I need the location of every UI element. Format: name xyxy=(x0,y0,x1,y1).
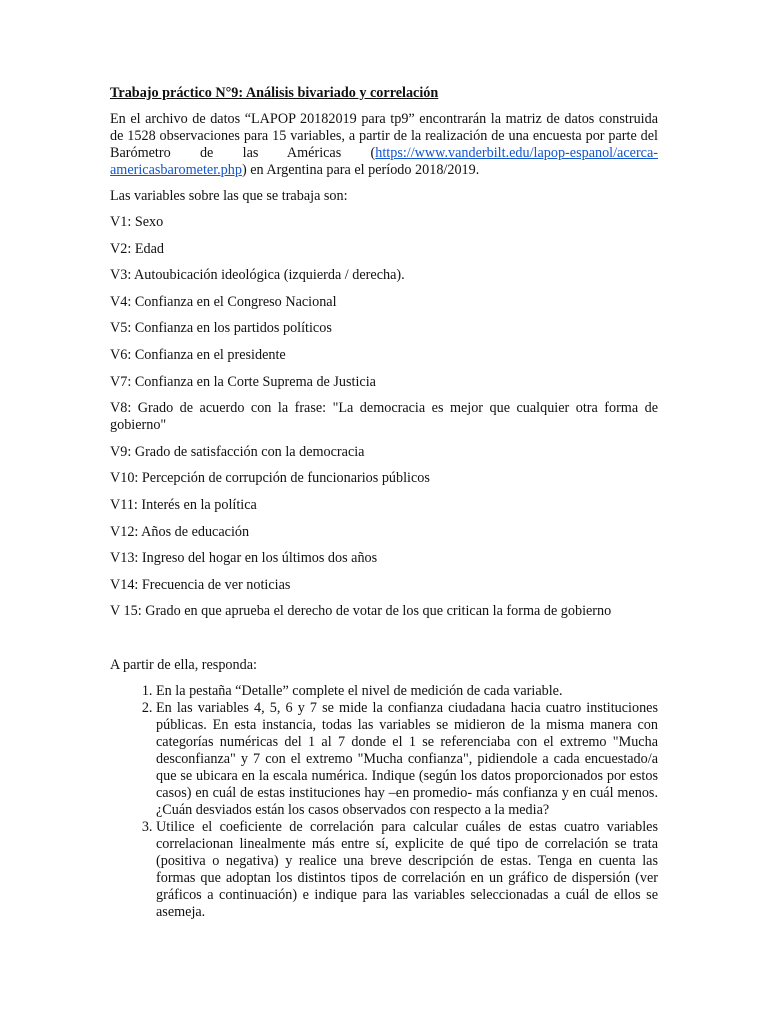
variable-item: V9: Grado de satisfacción con la democracia xyxy=(110,443,365,460)
intro-paragraph xyxy=(110,111,658,179)
variable-item: V7: Confianza en la Corte Suprema de Justicia xyxy=(110,373,376,390)
question-item: 1. En la pestaña “Detalle” complete el nivel de medición de cada variable. xyxy=(156,683,658,700)
intro-text-after-link: ) en Argentina para el período 2018/2019. xyxy=(241,162,480,178)
variable-item: V10: Percepción de corrupción de funcionarios públicos xyxy=(110,470,430,487)
document-body xyxy=(110,85,658,921)
lapop-link[interactable]: https://www.vanderbilt.edu/lapop-espanol/acerca-americasbarometer.php xyxy=(110,145,658,178)
variable-item: V8: Grado de acuerdo con la frase: "La democracia es mejor que cualquier otra forma de gobierno" xyxy=(110,400,658,434)
spacer xyxy=(110,630,658,657)
variable-item: V3: Autoubicación ideológica (izquierda / derecha). xyxy=(110,267,405,284)
question-item: 2. En las variables 4, 5, 6 y 7 se mide la confianza ciudadana hacia cuatro instituciones públicas. En esta instancia, todas las variables se midieron de la misma manera con categorías numéricas del 1 al 7 donde el 1 se referenciaba con el extremo "Mucha desconfianza" y 7 con el extremo "Mucha confianza", pidiendole a cada encuestado/a que se ubicara en la escala numérica. Indique (según los datos proporcionados por estos casos) en cuál de estas instituciones hay –en promedio- más confianza y en cuál menos. ¿Cuán desviados están los casos observados con respecto a la media? xyxy=(156,700,658,819)
document-title: Trabajo práctico N°9: Análisis bivariado y correlación xyxy=(110,85,439,101)
variable-item: V14: Frecuencia de ver noticias xyxy=(110,576,291,593)
variable-item: V2: Edad xyxy=(110,240,164,257)
variables-heading: Las variables sobre las que se trabaja son: xyxy=(110,188,348,204)
variable-item: V 15: Grado en que aprueba el derecho de votar de los que critican la forma de gobierno xyxy=(110,603,612,620)
questions-heading: A partir de ella, responda: xyxy=(110,656,257,673)
variable-item: V5: Confianza en los partidos políticos xyxy=(110,320,332,337)
variable-item: V1: Sexo xyxy=(110,214,164,230)
intro-text-before-link: En el archivo de datos “LAPOP 20182019 para tp9” encontrarán la matriz de datos construida de 1528 observaciones para 15 variables, a partir de la realización de una encuesta por parte del Barómetro de las Américas ( xyxy=(110,111,658,161)
variable-item: V11: Interés en la política xyxy=(110,496,257,513)
variable-item: V4: Confianza en el Congreso Nacional xyxy=(110,293,337,310)
variable-item: V12: Años de educación xyxy=(110,523,250,540)
question-item: 3. Utilice el coeficiente de correlación para calcular cuáles de estas cuatro variables correlacionan linealmente más entre sí, explicite de qué tipo de correlación se trata (positiva o negativa) y realice una breve descripción de estas. Tenga en cuenta las formas que adoptan los distintos tipos de correlación en un gráfico de dispersión (ver gráficos a continuación) e indique para las variables seleccionadas a cuál de ellos se asemeja. xyxy=(156,819,658,921)
questions-list xyxy=(110,683,658,921)
variable-item: V6: Confianza en el presidente xyxy=(110,346,286,363)
variable-item: V13: Ingreso del hogar en los últimos dos años xyxy=(110,550,378,567)
variables-list xyxy=(110,214,658,620)
